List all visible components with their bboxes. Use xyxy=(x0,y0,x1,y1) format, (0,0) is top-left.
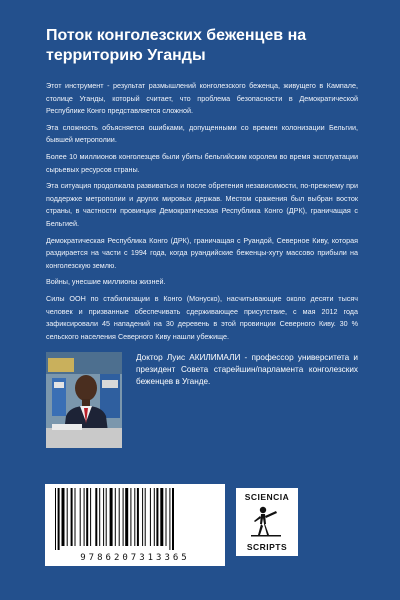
barcode-bar xyxy=(156,488,158,546)
barcode-bar xyxy=(172,488,174,550)
publisher-name-top: SCIENCIA xyxy=(244,492,290,502)
barcode-bar xyxy=(99,488,100,546)
paragraph: Войны, унесшие миллионы жизней. xyxy=(46,277,166,287)
author-bio: Доктор Луис АКИЛИМАЛИ - профессор университета и президент Совета старейшин/парламента конголезских беженцев в Уганде. xyxy=(136,353,358,387)
description-text xyxy=(46,80,358,347)
paragraph: Эта сложность объясняется ошибками, допущенными со времен колонизации Бельгии, бывшей метрополии. xyxy=(46,122,358,145)
publisher-logo xyxy=(236,488,298,556)
paragraph: Этот инструмент - результат размышлений конголезского беженца, живущего в Кампале, столице Уганды, который считает, что проблема безопасности в Демократической Республике Конго представляется сложной. xyxy=(46,81,358,116)
barcode-bar xyxy=(160,488,163,546)
barcode-bar xyxy=(123,488,124,546)
barcode-bar xyxy=(75,488,76,546)
barcode-bar xyxy=(86,488,88,546)
paragraph: Эта ситуация продолжала развиваться и после обретения независимости, по-прежнему при поддержке метрополии и других мировых держав. Местом сражения был выбран восток страны, в частности провинция Демократическая Республика Конго (ДРК), граничащая с Бельгией. xyxy=(46,181,358,228)
paragraph: Более 10 миллионов конголезцев были убиты бельгийским королем во время эксплуатации сырьевых ресурсов страны. xyxy=(46,151,358,174)
barcode-bar xyxy=(130,488,131,546)
barcode-bar xyxy=(71,488,73,546)
barcode-bar xyxy=(142,488,143,546)
publisher-figure-icon xyxy=(249,503,285,539)
barcode-bar xyxy=(166,488,167,546)
barcode-bar xyxy=(55,488,56,550)
barcode-bar xyxy=(62,488,65,546)
barcode-bar xyxy=(95,488,97,546)
barcode-bar xyxy=(154,488,155,546)
paragraph: Силы ООН по стабилизации в Конго (Монуско), насчитывающие около десяти тысяч человек и призванные обеспечивать сдерживающее присутствие, с мая 2012 года зафиксировали 45 нападений на 30 деревень в этой провинции Северного Киву. 30 % сельского населения Северного Киву нашли убежище. xyxy=(46,293,358,341)
barcode-bars xyxy=(45,484,225,554)
book-title: Поток конголезских беженцев на территорию Уганды xyxy=(46,27,307,64)
barcode-bar xyxy=(145,488,146,546)
barcode-bar xyxy=(125,488,128,546)
author-photo xyxy=(46,352,122,448)
barcode-bar xyxy=(103,488,104,546)
barcode-bar xyxy=(90,488,91,546)
publisher-name-bottom: SCRIPTS xyxy=(246,542,288,552)
barcode-bar xyxy=(119,488,120,546)
barcode-bar xyxy=(134,488,135,546)
barcode-bar xyxy=(169,488,170,550)
barcode-bar xyxy=(58,488,60,550)
barcode-bar xyxy=(137,488,139,546)
barcode-bar xyxy=(115,488,116,546)
barcode xyxy=(45,484,225,566)
isbn-number: 9786207313365 xyxy=(80,553,190,563)
barcode-bar xyxy=(84,488,85,546)
barcode-bar xyxy=(80,488,81,546)
barcode-bar xyxy=(106,488,107,546)
author-photo-image xyxy=(46,352,122,448)
barcode-bar xyxy=(67,488,68,546)
barcode-bar xyxy=(150,488,151,546)
paragraph: Демократическая Республика Конго (ДРК), граничащая с Руандой, Северное Киву, которая раздирается на части с 1994 года, когда руандийские беженцы-хуту массово прибыли на конголезскую землю. xyxy=(46,235,358,270)
barcode-bar xyxy=(110,488,113,546)
